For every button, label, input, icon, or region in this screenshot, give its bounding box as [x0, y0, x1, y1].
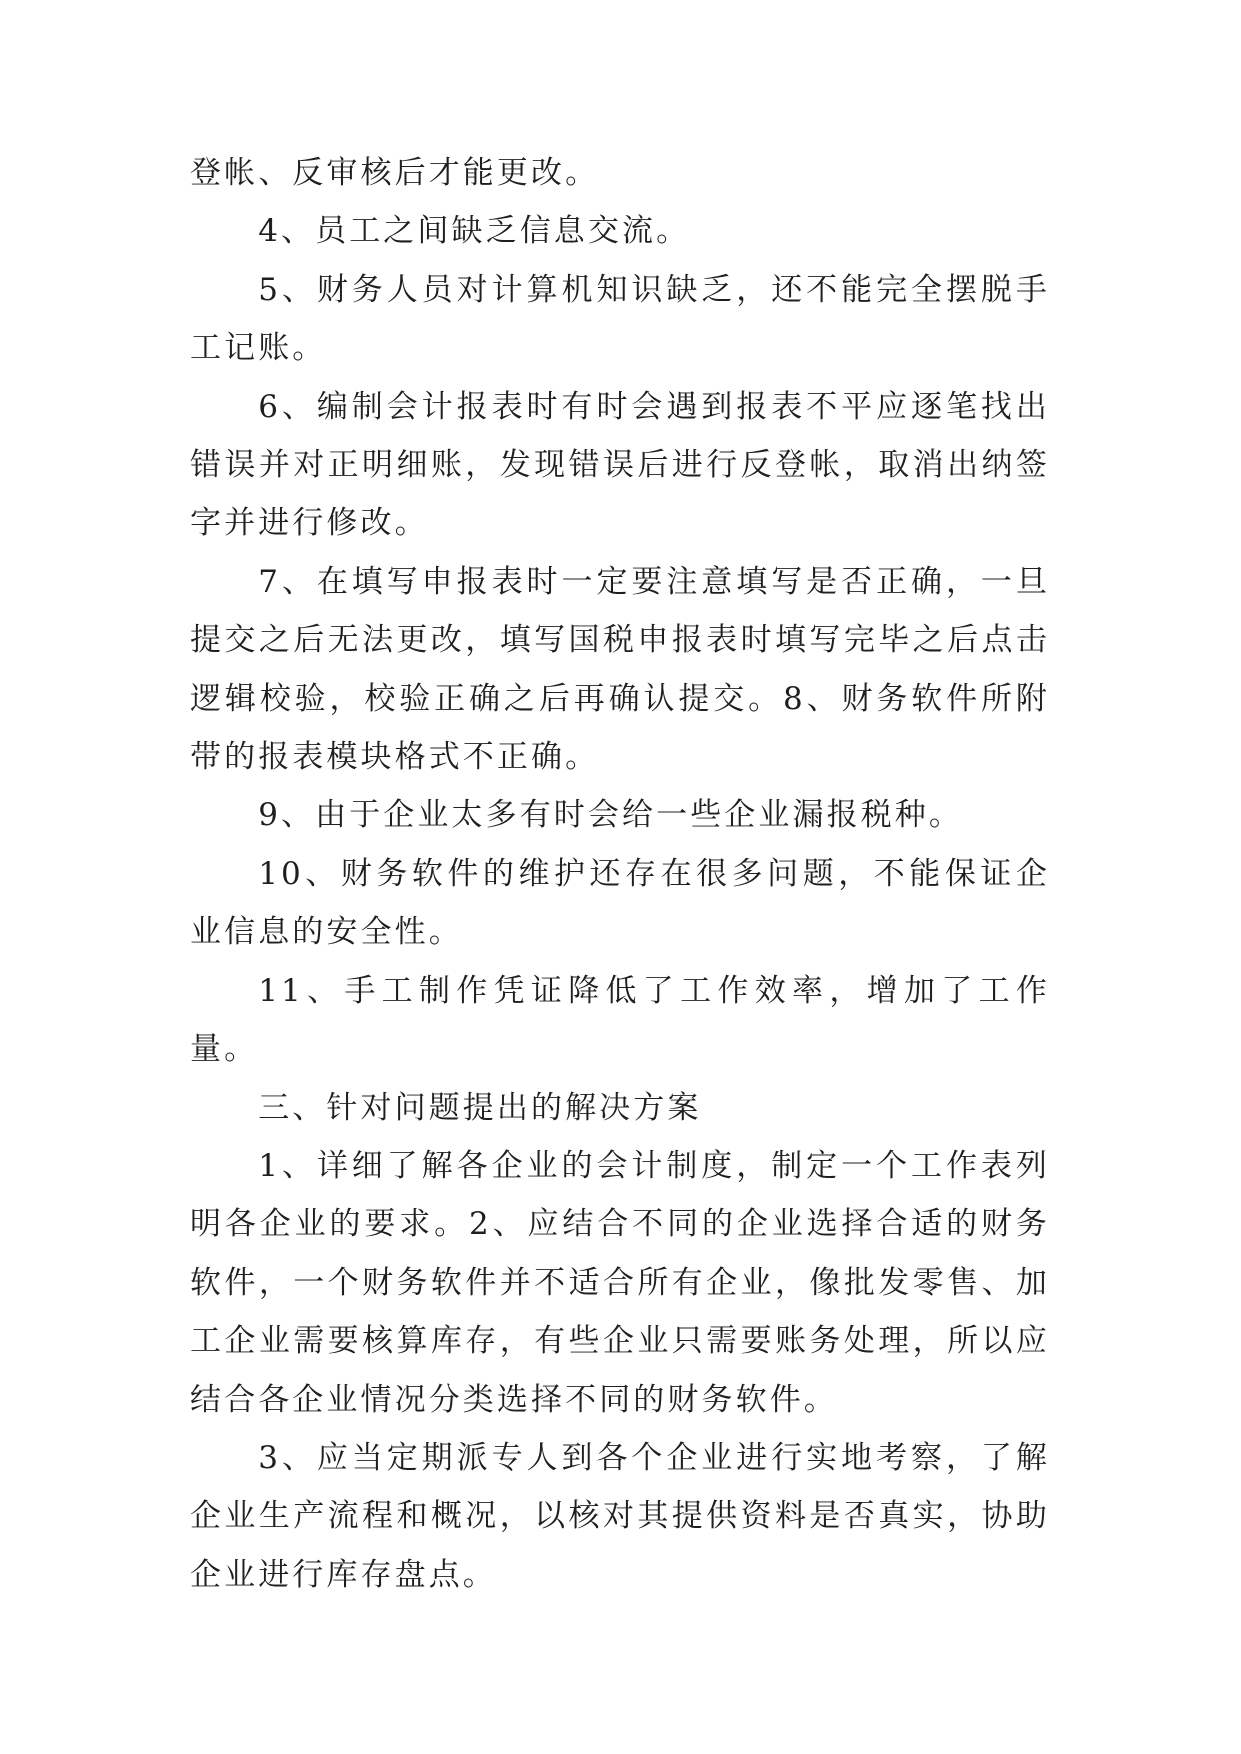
paragraph-item-10: 10、财务软件的维护还存在很多问题，不能保证企业信息的安全性。: [190, 855, 1050, 951]
paragraph-item-9: 9、由于企业太多有时会给一些企业漏报税种。: [258, 797, 964, 834]
document-page: [190, 144, 1050, 1604]
paragraph-item-11: 11、手工制作凭证降低了工作效率，增加了工作量。: [190, 972, 1050, 1068]
paragraph-item-6: 6、编制会计报表时有时会遇到报表不平应逐笔找出错误并对正明细账，发现错误后进行反登帐，取消出纳签字并进行修改。: [190, 388, 1050, 542]
paragraph-solution-3: 3、应当定期派专人到各个企业进行实地考察，了解企业生产流程和概况，以核对其提供资料是否真实，协助企业进行库存盘点。: [190, 1439, 1050, 1593]
paragraph-solution-1-2: 1、详细了解各企业的会计制度，制定一个工作表列明各企业的要求。2、应结合不同的企业选择合适的财务软件，一个财务软件并不适合所有企业，像批发零售、加工企业需要核算库存，有些企业只需要账务处理，所以应结合各企业情况分类选择不同的财务软件。: [190, 1147, 1050, 1418]
section-heading: 三、针对问题提出的解决方案: [258, 1089, 702, 1126]
paragraph-continuation: 登帐、反审核后才能更改。: [190, 155, 600, 191]
paragraph-item-5: 5、财务人员对计算机知识缺乏，还不能完全摆脱手工记账。: [190, 271, 1050, 367]
paragraph-item-4: 4、员工之间缺乏信息交流。: [258, 213, 691, 250]
paragraph-item-7-8: 7、在填写申报表时一定要注意填写是否正确，一旦提交之后无法更改，填写国税申报表时填写完毕之后点击逻辑校验，校验正确之后再确认提交。8、财务软件所附带的报表模块格式不正确。: [190, 563, 1050, 776]
